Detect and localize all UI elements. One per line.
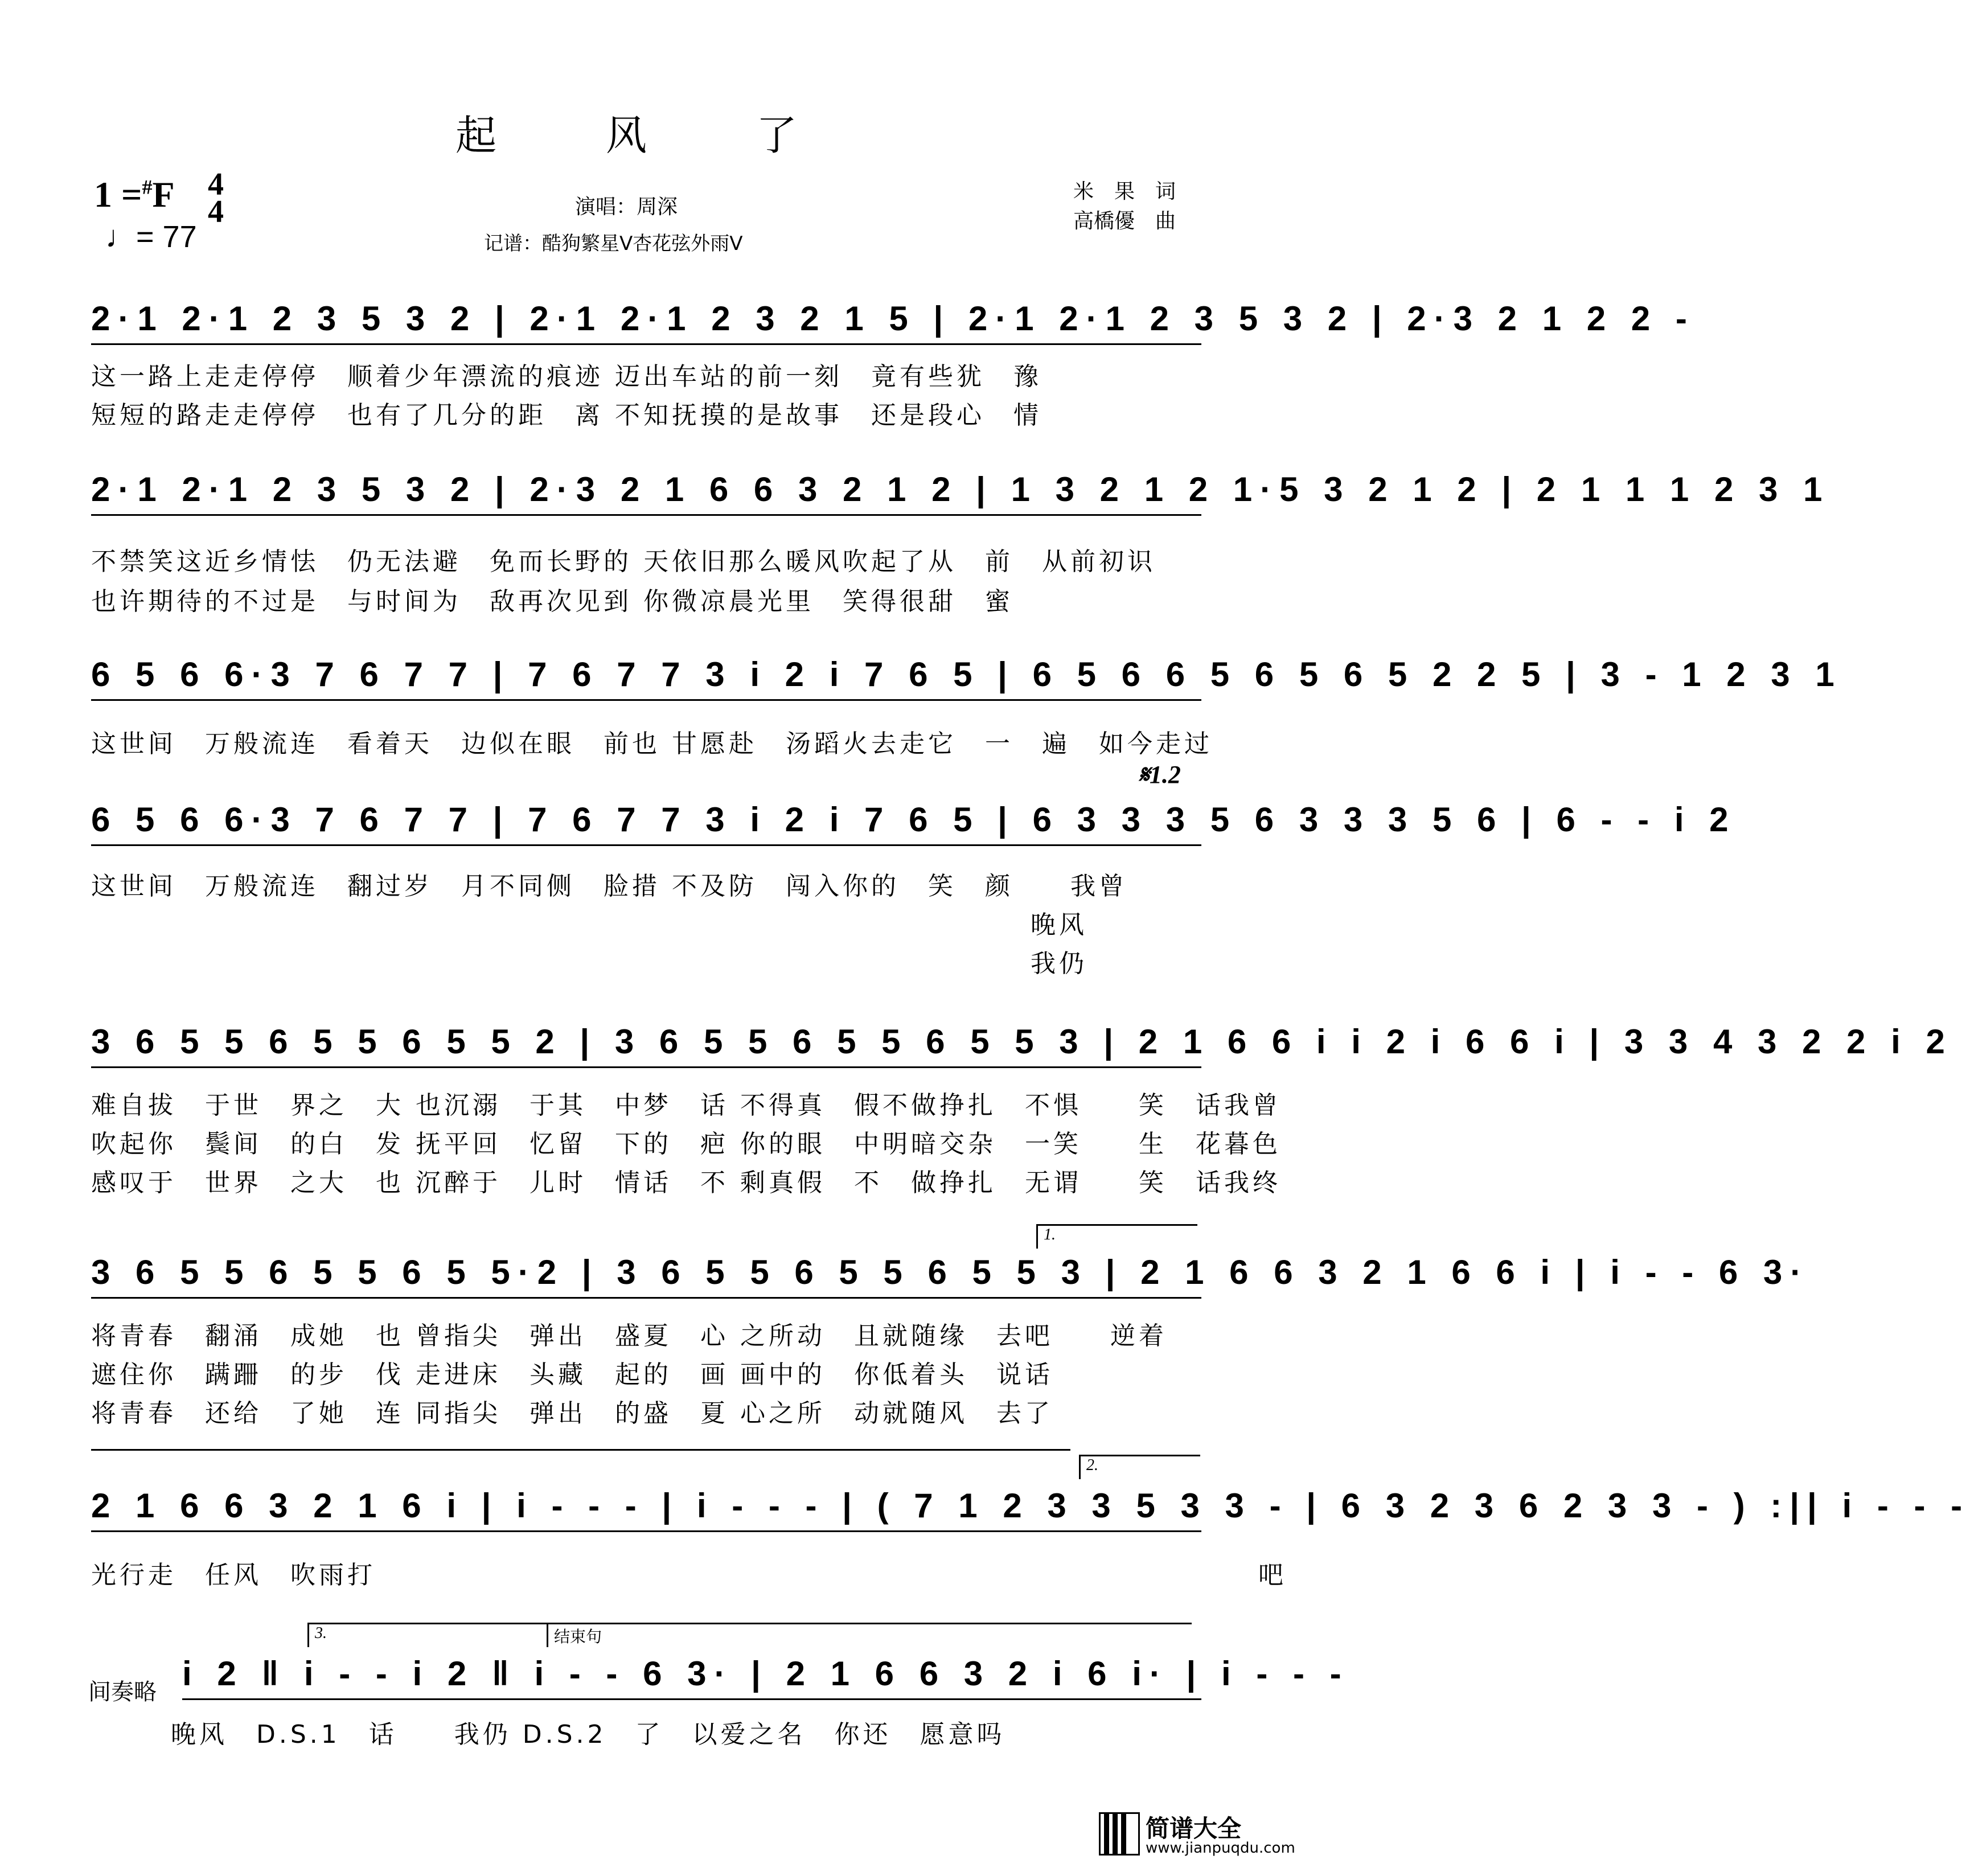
lyric-line-1-verse-1: 这一路上走走停停 顺着少年漂流的痕迹 迈出车站的前一刻 竟有些犹 豫 [91, 362, 1042, 391]
meter-top: 4 [208, 167, 224, 202]
notation-line-1: 2·1 2·1 2 3 5 3 2 | 2·1 2·1 2 3 2 1 5 | 2·1 2·1 2 3 5 3 2 | 2·3 2 1 2 2 - [91, 299, 1201, 345]
key-signature [94, 174, 175, 216]
volta-1-continuation [91, 1449, 1070, 1451]
composer-credit: 高橋優 曲 [1073, 210, 1176, 233]
lyricist-credit: 米 果 词 [1073, 180, 1176, 203]
singer-credit: 演唱：周深 [575, 195, 678, 219]
lyric-line-6-verse-1: 将青春 翻涌 成她 也 曾指尖 弹出 盛夏 心 之所动 且就随缘 去吧 逆着 [91, 1321, 1167, 1350]
notation-line-3: 6 5 6 6·3 7 6 7 7 | 7 6 7 7 3 i 2 i 7 6 5 | 6 5 6 6 5 6 5 6 5 2 2 5 | 3 - 1 2 3 1 [91, 655, 1201, 701]
notation-line-4: 6 5 6 6·3 7 6 7 7 | 7 6 7 7 3 i 2 i 7 6 5 | 6 3 3 3 5 6 3 3 3 5 6 | 6 - - i 2 [91, 800, 1201, 846]
lyric-line-5-verse-1: 难自拔 于世 界之 大 也沉溺 于其 中梦 话 不得真 假不做挣扎 不惧 笑 话我曾 [91, 1091, 1281, 1120]
notation-line-7: 2 1 6 6 3 2 1 6 i | i - - - | i - - - | ( 7 1 2 3 3 5 3 3 - | 6 3 2 3 6 2 3 3 - ) :|| i - - - [91, 1486, 1201, 1532]
volta-3: 3. [307, 1623, 548, 1647]
site-logo [1099, 1808, 1295, 1862]
ending-label: 结束句 [547, 1623, 1192, 1647]
notation-line-2: 2·1 2·1 2 3 5 3 2 | 2·3 2 1 6 6 3 2 1 2 | 1 3 2 1 2 1·5 3 2 1 2 | 2 1 1 1 2 3 1 [91, 470, 1201, 516]
lyric-line-1-verse-2: 短短的路走走停停 也有了几分的距 离 不知抚摸的是故事 还是段心 情 [91, 401, 1042, 430]
lyric-line-4-verse-1: 这世间 万般流连 翻过岁 月不同侧 脸措 不及防 闯入你的 笑 颜 我曾 [91, 872, 1127, 901]
song-title: 起 风 了 [455, 112, 831, 159]
lyric-line-6-verse-2: 遮住你 蹒跚 的步 伐 走进床 头藏 起的 画 画中的 你低着头 说话 [91, 1360, 1053, 1389]
lyric-line-4-verse-3: 我仍 [91, 949, 1087, 978]
transcriber-credit: 记谱：酷狗繁星V杏花弦外雨V [484, 232, 743, 255]
volta-1: 1. [1036, 1224, 1197, 1249]
lyric-line-3-verse-1: 这世间 万般流连 看着天 边似在眼 前也 甘愿赴 汤蹈火去走它 一 遍 如今走过 [91, 729, 1213, 758]
lyric-line-8-verse-1: 晚风 D.S.1 话 我仍 D.S.2 了 以爱之名 你还 愿意吗 [171, 1720, 1005, 1749]
logo-name: 简谱大全 [1146, 1815, 1242, 1842]
lyric-line-7-verse-1: 光行走 任风 吹雨打 吧 [91, 1561, 1287, 1590]
time-signature [208, 167, 224, 229]
piano-keys-icon [1099, 1812, 1140, 1856]
segno-mark: 𝄋1.2 [1139, 761, 1181, 789]
notation-line-8: i 2 ‖ i - - i 2 ‖ i - - 6 3· | 2 1 6 6 3 2 i 6 i· | i - - - [182, 1654, 1201, 1700]
lyric-line-6-verse-3: 将青春 还给 了她 连 同指尖 弹出 的盛 夏 心之所 动就随风 去了 [91, 1399, 1053, 1428]
lyric-line-2-verse-1: 不禁笑这近乡情怯 仍无法避 免而长野的 天依旧那么暖风吹起了从 前 从前初识 [91, 547, 1156, 576]
volta-2: 2. [1079, 1455, 1200, 1479]
notation-line-6: 3 6 5 5 6 5 5 6 5 5·2 | 3 6 5 5 6 5 5 6 5 5 3 | 2 1 6 6 3 2 1 6 6 i | i - - 6 3· [91, 1253, 1201, 1299]
tempo-marking [105, 219, 197, 254]
notation-line-5: 3 6 5 5 6 5 5 6 5 5 2 | 3 6 5 5 6 5 5 6 5 5 3 | 2 1 6 6 i i 2 i 6 6 i | 3 3 4 3 2 2 i 2 [91, 1022, 1201, 1068]
lyric-line-5-verse-3: 感叹于 世界 之大 也 沉醉于 儿时 情话 不 剩真假 不 做挣扎 无谓 笑 话我终 [91, 1168, 1281, 1197]
logo-url: www.jianpuqdu.com [1146, 1840, 1295, 1857]
tempo-value: = 77 [136, 220, 197, 254]
interlude-omitted-label: 间奏略 [88, 1679, 157, 1705]
key-prefix: 1 = [94, 174, 142, 215]
sharp-sign: # [142, 175, 153, 199]
meter-bottom: 4 [208, 194, 224, 229]
lyric-line-4-verse-2: 晚风 [91, 910, 1087, 939]
key-note: F [152, 174, 175, 215]
lyric-line-2-verse-2: 也许期待的不过是 与时间为 敌再次见到 你微凉晨光里 笑得很甜 蜜 [91, 587, 1013, 616]
lyric-line-5-verse-2: 吹起你 鬓间 的白 发 抚平回 忆留 下的 疤 你的眼 中明暗交杂 一笑 生 花暮色 [91, 1130, 1281, 1159]
quarter-note-icon: ♩ [105, 220, 136, 254]
